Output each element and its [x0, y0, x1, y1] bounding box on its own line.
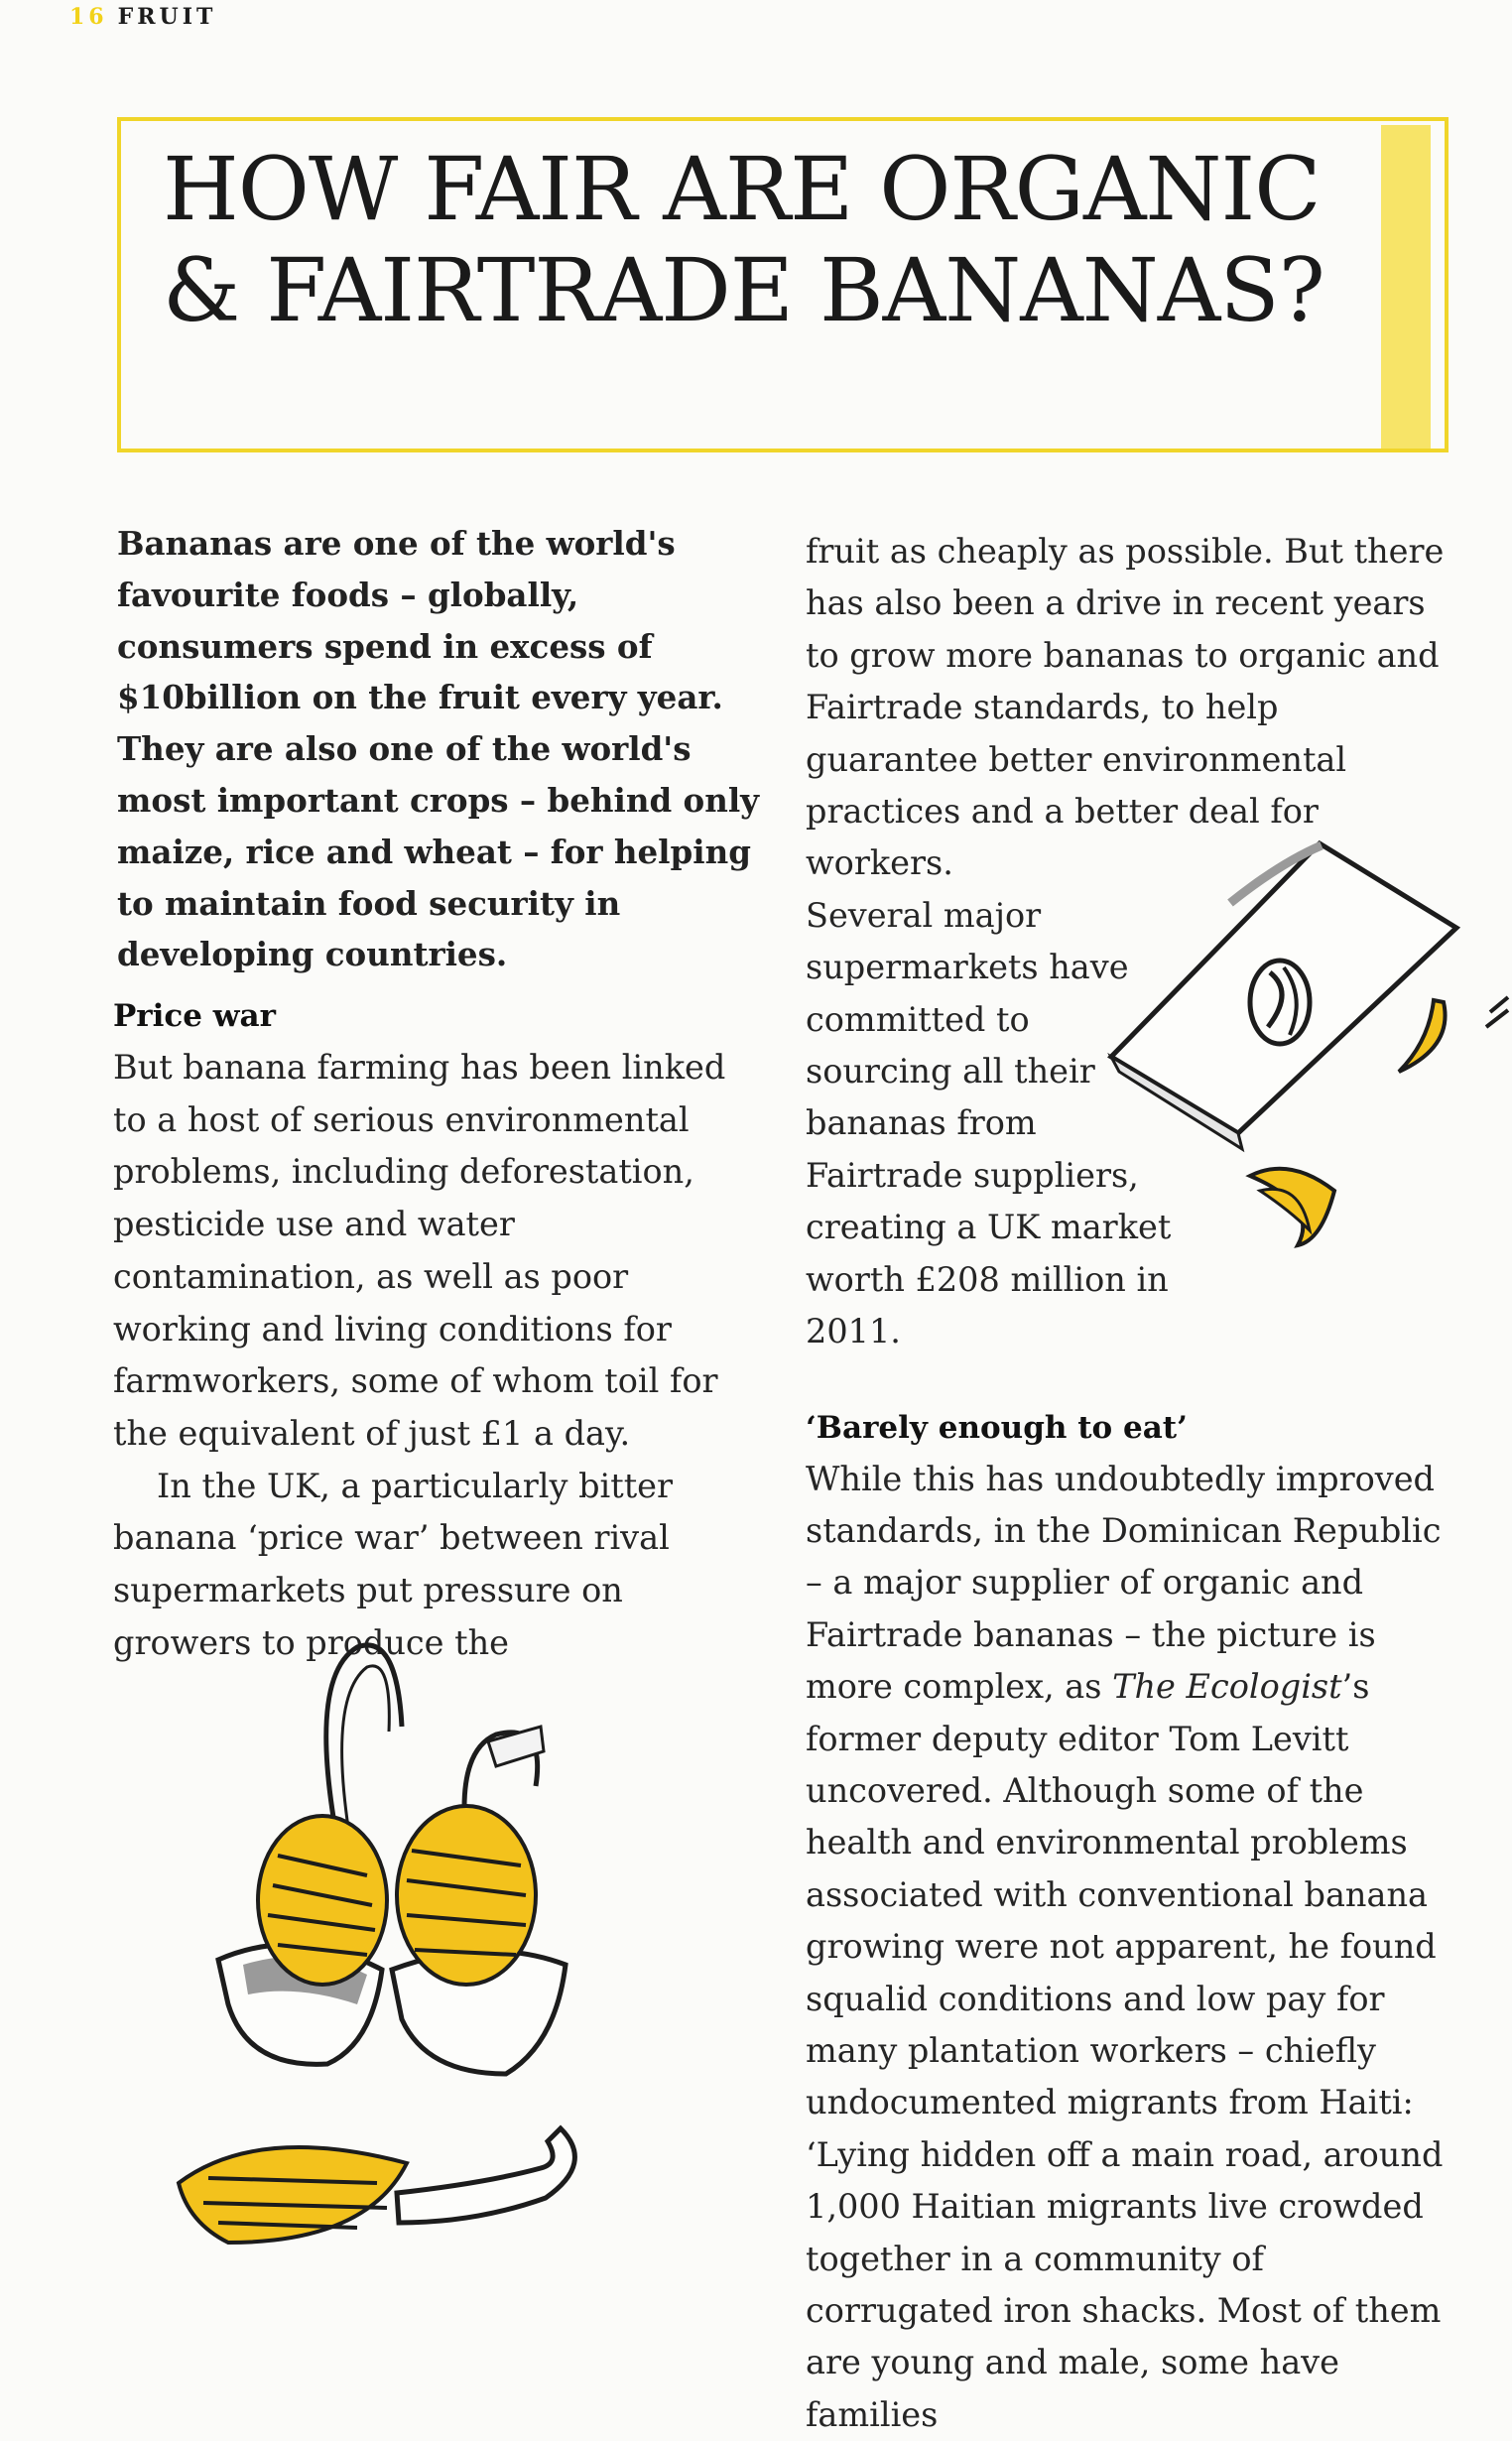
left-bunch-icon	[258, 1816, 387, 1985]
lead-paragraph: Bananas are one of the world's favourite foods – globally, consumers spend in excess of $10billion on the fruit every year. They are also one of the world's most important crops – behind only maize, rice and wheat – for helping to maintain food security in developing countries.	[117, 518, 772, 980]
page-title	[163, 139, 1324, 341]
lying-bunch-icon	[179, 2128, 574, 2243]
barely-text-a: While this has undoubtedly improved standards, in the Dominican Republic – a major supplier of organic and Fairtrade bananas – the picture is more complex, as	[806, 1460, 1441, 1707]
barely-text-b: ’s former deputy editor Tom Levitt uncovered. Although some of the health and environmental problems associated with conventional banana growing were not apparent, he found squalid conditions and low pay for many plantation workers – chiefly undocumented migrants from Haiti: ‘Lying hidden off a main road, around 1,000 Haitian migrants live crowded together in a community of corrugated iron shacks. Most of them are young and male, some have families	[806, 1667, 1443, 2434]
section-label: FRUIT	[118, 4, 217, 30]
single-banana-icon	[1399, 1000, 1446, 1072]
heading-barely-enough: ‘Barely enough to eat’	[806, 1402, 1450, 1454]
title-box	[117, 117, 1449, 452]
title-line-2: & FAIRTRADE BANANAS?	[163, 239, 1324, 341]
paragraph-barely-enough	[806, 1454, 1450, 2441]
left-column	[113, 990, 768, 1669]
banana-pair-icon	[1250, 1169, 1334, 1245]
paragraph-supermarkets: Several major supermarkets have committed to sourcing all their bananas from Fairtrade suppliers, creating a UK market worth £208 million in 2011.	[806, 890, 1183, 1358]
banana-bunches-illustration	[169, 1627, 685, 2302]
page-number: 16	[69, 4, 108, 30]
title-line-1: HOW FAIR ARE ORGANIC	[163, 138, 1321, 240]
fairtrade-bag-illustration	[1091, 834, 1508, 1260]
paragraph-price-war-1: But banana farming has been linked to a host of serious environmental problems, including deforestation, pesticide use and water contamination, as well as poor working and living conditions for farmworkers, some of whom toil for the equivalent of just £1 a day.	[113, 1042, 768, 1461]
running-header	[69, 4, 216, 30]
right-column	[806, 526, 1450, 2441]
right-bunch-icon	[397, 1806, 536, 1985]
paragraph-continuation: fruit as cheaply as possible. But there has also been a drive in recent years to grow more bananas to organic and Fairtrade standards, to help guarantee better environmental practices and a better deal for workers.	[806, 526, 1450, 890]
heading-price-war: Price war	[113, 990, 768, 1042]
paragraph-price-war-2: In the UK, a particularly bitter banana ‘price war’ between rival supermarkets put pressure on growers to produce the	[113, 1461, 768, 1670]
publication-name: The Ecologist	[1112, 1667, 1341, 1706]
